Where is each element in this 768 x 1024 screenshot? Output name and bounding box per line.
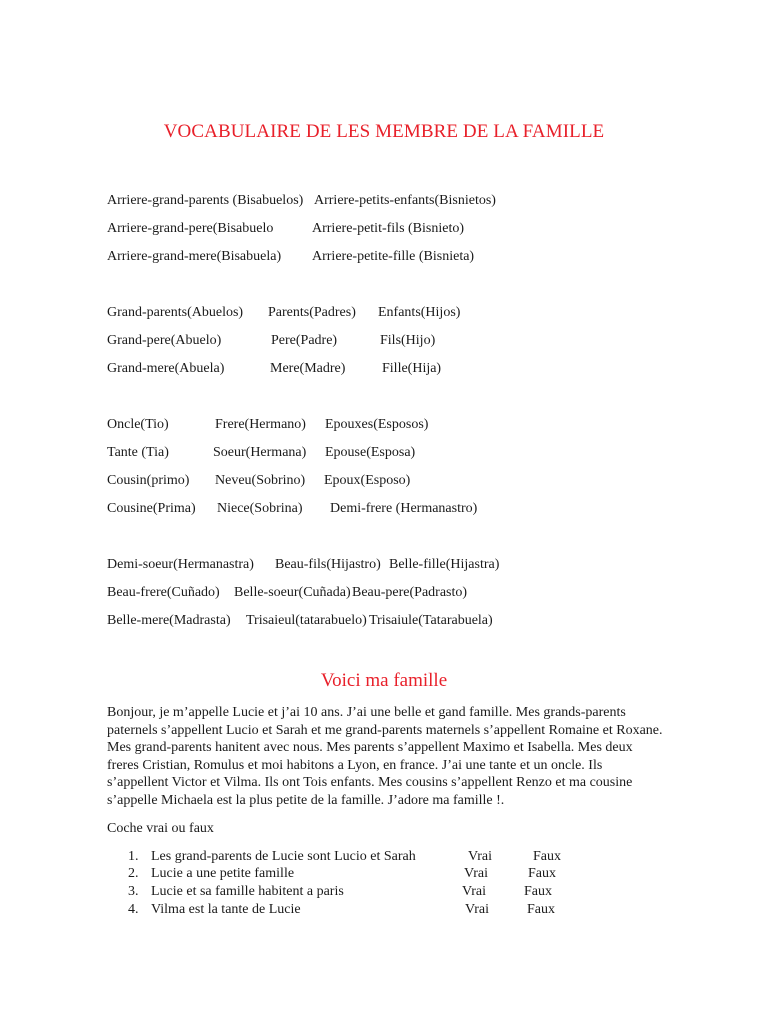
vocab-term: Trisaieul(tatarabuelo) — [246, 613, 367, 628]
exercise-instruction: Coche vrai ou faux — [107, 821, 214, 836]
vocab-term: Grand-mere(Abuela) — [107, 361, 225, 376]
question-text: Vilma est la tante de Lucie — [151, 902, 301, 917]
question-text: Lucie et sa famille habitent a paris — [151, 884, 344, 899]
vocab-term: Enfants(Hijos) — [378, 305, 461, 320]
vocab-term: Demi-frere (Hermanastro) — [330, 501, 478, 516]
vocab-term: Cousin(primo) — [107, 473, 190, 488]
vocab-term: Beau-pere(Padrasto) — [352, 585, 468, 600]
vrai-option[interactable]: Vrai — [468, 849, 493, 864]
question-number: 2. — [128, 866, 139, 881]
vocab-term: Demi-soeur(Hermanastra) — [107, 557, 254, 572]
vocab-term: Cousine(Prima) — [107, 501, 196, 516]
vocab-term: Oncle(Tio) — [107, 417, 169, 432]
vocab-term: Fille(Hija) — [382, 361, 442, 376]
vrai-option[interactable]: Vrai — [462, 884, 487, 899]
question-text: Lucie a une petite famille — [151, 866, 295, 881]
vocab-term: Arriere-petits-enfants(Bisnietos) — [314, 193, 496, 208]
vocab-term: Epouse(Esposa) — [325, 445, 416, 460]
vocab-term: Epouxes(Esposos) — [325, 417, 429, 432]
vocab-term: Beau-frere(Cuñado) — [107, 585, 220, 600]
vrai-option[interactable]: Vrai — [465, 902, 490, 917]
question-number: 4. — [128, 902, 139, 917]
story-paragraph: Bonjour, je m’appelle Lucie et j’ai 10 ans. J’ai une belle et gand famille. Mes grands-parents paternels s’appellent Lucio et Sarah et me grand-parents maternels s’appellent Romaine et Roxane. Mes grand-parents hanitent avec nous. Mes parents s’appellent Maximo et Isabella. Mes deux freres Cristian, Romulus et moi habitons a Lyon, en france. J’ai une tante et un oncle. Ils s’appellent Victor et Vilma. Ils ont Tois enfants. Mes cousins s’appellent Renzo et ma cousine s’appelle Michaela est la plus petite de la famille. J’adore ma famille !. — [107, 705, 663, 808]
vocab-term: Grand-pere(Abuelo) — [107, 333, 222, 348]
vocab-term: Arriere-grand-mere(Bisabuela) — [107, 249, 282, 264]
vocab-term: Soeur(Hermana) — [213, 445, 307, 460]
vocab-term: Belle-soeur(Cuñada) — [234, 585, 351, 600]
vocab-term: Parents(Padres) — [268, 305, 356, 320]
vrai-option[interactable]: Vrai — [464, 866, 489, 881]
vocab-term: Trisaiule(Tatarabuela) — [369, 613, 493, 628]
question-number: 1. — [128, 849, 139, 864]
faux-option[interactable]: Faux — [524, 884, 552, 899]
vocab-term: Epoux(Esposo) — [324, 473, 411, 488]
vocab-term: Tante (Tia) — [107, 445, 169, 460]
vocab-term: Neveu(Sobrino) — [215, 473, 306, 488]
vocab-term: Arriere-petite-fille (Bisnieta) — [312, 249, 475, 264]
vocab-term: Niece(Sobrina) — [217, 501, 303, 516]
vocab-term: Arriere-grand-pere(Bisabuelo — [107, 221, 274, 236]
vocab-term: Belle-mere(Madrasta) — [107, 613, 231, 628]
vocab-term: Arriere-grand-parents (Bisabuelos) — [107, 193, 304, 208]
page-title: VOCABULAIRE DE LES MEMBRE DE LA FAMILLE — [163, 121, 605, 142]
section-title: Voici ma famille — [320, 670, 448, 691]
vocab-term: Arriere-petit-fils (Bisnieto) — [312, 221, 465, 236]
faux-option[interactable]: Faux — [528, 866, 556, 881]
faux-option[interactable]: Faux — [533, 849, 561, 864]
vocab-term: Frere(Hermano) — [215, 417, 306, 432]
vocab-term: Mere(Madre) — [270, 361, 346, 376]
vocab-term: Grand-parents(Abuelos) — [107, 305, 244, 320]
vocab-term: Belle-fille(Hijastra) — [389, 557, 500, 572]
vocab-term: Pere(Padre) — [271, 333, 338, 348]
faux-option[interactable]: Faux — [527, 902, 555, 917]
vocab-term: Beau-fils(Hijastro) — [275, 557, 381, 572]
question-number: 3. — [128, 884, 139, 899]
question-text: Les grand-parents de Lucie sont Lucio et Sarah — [151, 849, 416, 864]
vocab-term: Fils(Hijo) — [380, 333, 436, 348]
